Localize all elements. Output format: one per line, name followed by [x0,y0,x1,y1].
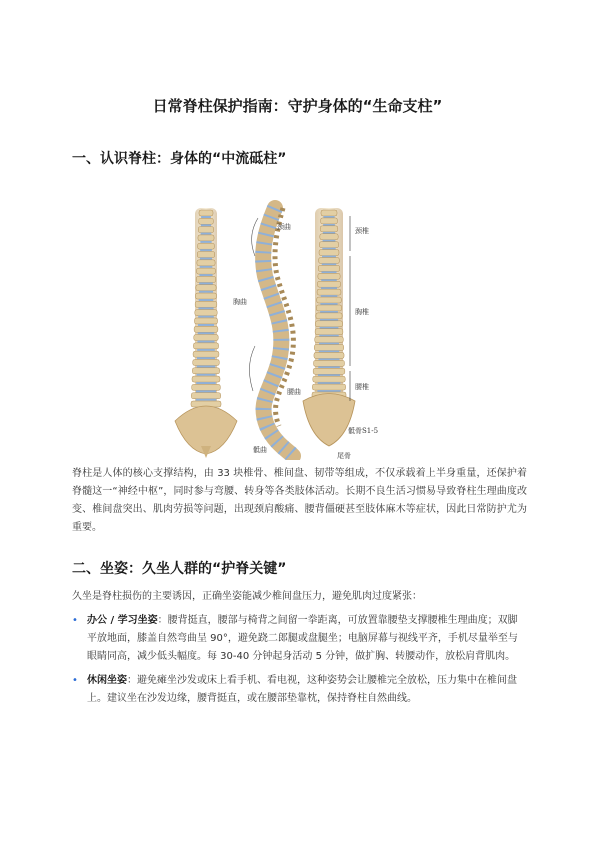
front-disc [197,341,214,343]
back-vertebra [315,329,343,335]
back-vertebra [314,360,345,366]
bullet-text: ：腰背挺直，腰部与椅背之间留一拳距离，可放置靠腰垫支撑腰椎生理曲度；双脚平放地面，膝盖自然弯曲呈 90°，避免跷二郎腿或盘腿坐；电脑屏幕与视线平齐，手机尽量举至与眼睛同高，减少低头幅度。每 30-40 分钟起身活动 5 分钟，做扩胸、转腰动作，放松肩背肌肉。 [87,615,518,662]
front-disc [196,390,216,392]
section1-paragraph: 脊柱是人体的核心支撑结构，由 33 块椎骨、椎间盘、韧带等组成，不仅承载着上半身重量，还保护着脊髓这一“神经中枢”，同时参与弯腰、转身等各类肢体活动。长期不良生活习惯易导致脊柱生理曲度改变、椎间盘突出、肌肉劳损等问题，出现颈肩酸痛、腰背僵硬甚至肢体麻木等症状，因此日常防护尤为重要。 [72,468,527,533]
front-vertebra [197,260,215,266]
list-item [72,672,527,708]
front-vertebra [194,318,217,324]
back-vertebra [316,313,342,319]
label-cervical-curve: 颈曲 [277,223,291,231]
front-vertebra [195,301,217,307]
back-vertebra [316,305,341,311]
back-vertebra [318,265,339,271]
front-disc [201,224,211,226]
front-disc [196,399,217,401]
front-disc [197,349,215,351]
front-disc [200,258,212,260]
front-vertebra [194,326,218,332]
back-vertebra [314,345,343,351]
front-disc [199,291,213,293]
front-disc [200,249,212,251]
front-vertebra [198,235,214,241]
front-disc [198,324,214,326]
label-thoracic-vertebrae: 胸椎 [355,308,369,316]
front-vertebra [192,376,220,382]
front-vertebra [193,359,220,365]
back-vertebra [319,257,340,263]
back-vertebra [318,273,340,279]
front-disc [199,299,214,301]
bullet-icon: • [72,675,78,686]
front-vertebra [196,276,216,282]
back-vertebra [320,226,338,232]
front-vertebra [199,210,213,216]
back-vertebra [312,384,345,390]
front-disc [198,316,214,318]
back-vertebra [314,352,344,358]
front-vertebra [198,243,215,249]
list-item [72,612,527,666]
back-vertebra [317,289,341,295]
front-disc [201,216,211,218]
front-disc [199,274,212,276]
front-vertebra [194,335,218,341]
section-heading-1: 一、认识脊柱：身体的“中流砥柱” [72,151,287,167]
back-vertebra [320,234,338,240]
document-title: 日常脊柱保护指南：守护身体的“生命支柱” [152,97,443,115]
back-vertebra [317,281,340,287]
back-vertebra [321,210,337,216]
front-vertebra [196,293,217,299]
front-disc [197,365,216,367]
back-vertebra [316,321,343,327]
section-heading-2: 二、坐姿：久坐人群的“护脊关键” [72,561,287,577]
label-cervical-vertebrae: 颈椎 [355,227,369,235]
front-vertebra [193,343,218,349]
front-disc [196,374,215,376]
front-vertebra [191,393,220,399]
section2-intro: 久坐是脊柱损伤的主要诱因，正确坐姿能减少椎间盘压力，避免肌肉过度紧张： [72,591,422,602]
back-vertebra [319,242,338,248]
back-vertebra [317,297,342,303]
spine-anatomy-figure [165,196,430,460]
front-disc [198,332,215,334]
back-vertebra [319,250,339,256]
label-lumbar-curve: 腰曲 [287,388,301,396]
bullet-icon: • [72,615,78,626]
front-vertebra [197,252,214,258]
front-disc [200,266,213,268]
front-vertebra [198,227,213,233]
front-vertebra [199,218,214,224]
bullet-text: ：避免瘫坐沙发或床上看手机、看电视，这种姿势会让腰椎完全放松，压力集中在椎间盘上。建议坐在沙发边缘，腰背挺直，或在腰部垫靠枕，保持脊柱自然曲线。 [87,675,517,704]
front-vertebra [193,351,219,357]
bullet-lead: 办公 / 学习坐姿 [87,615,158,626]
spine-side-view [249,208,293,456]
front-vertebra [192,384,221,390]
back-vertebra [321,218,338,224]
front-disc [199,282,213,284]
front-disc [200,241,211,243]
label-sacrum: 骶骨S1-5 [348,427,379,435]
front-disc [201,233,212,235]
front-vertebra [195,310,217,316]
front-disc [197,357,215,359]
label-thoracic-curve: 胸曲 [233,298,247,306]
label-sacral-curve: 骶曲 [253,446,267,454]
front-vertebra [196,285,216,291]
back-vertebra [313,376,345,382]
back-vertebra [313,368,345,374]
spine-front-view [175,208,237,458]
back-vertebra [315,337,344,343]
spine-back-view [303,208,355,446]
sitting-posture-list [72,612,527,714]
front-disc [198,307,213,309]
front-vertebra [197,268,216,274]
front-disc [196,382,216,384]
label-lumbar-vertebrae: 腰椎 [355,383,369,391]
bullet-lead: 休闲坐姿 [87,675,127,686]
front-vertebra [192,368,219,374]
label-coccyx: 尾骨 [337,452,351,460]
